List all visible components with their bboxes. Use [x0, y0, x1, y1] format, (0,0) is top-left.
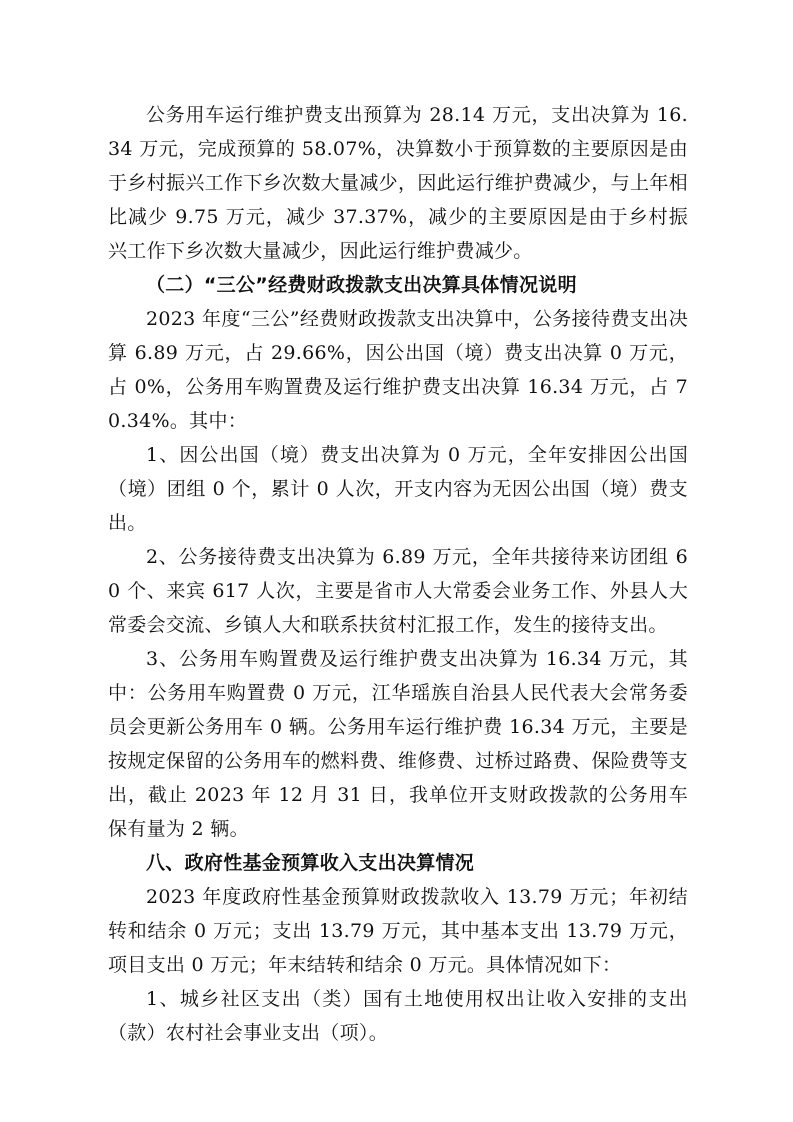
paragraph-official-vehicles: 3、公务用车购置费及运行维护费支出决算为 16.34 万元，其中：公务用车购置费 0 万元，江华瑶族自治县人民代表大会常务委员会更新公务用车 0 辆。公务用车运行维护费 16.34 万元，主要是按规定保留的公务用车的燃料费、维修费、过桥过路费、保险费等支出，截止 2023 年 12 月 31 日，我单位开支财政拨款的公务用车保有量为 2 辆。 [108, 648, 688, 840]
paragraph-vehicle-maintenance: 公务用车运行维护费支出预算为 28.14 万元，支出决算为 16.34 万元，完成预算的 58.07%，决算数小于预算数的主要原因是由于乡村振兴工作下乡次数大量减少，因此运行维护费减少，与上年相比减少 9.75 万元，减少 37.37%，减少的主要原因是由于乡村振兴工作下乡次数大量减少，因此运行维护费减少。 [108, 104, 688, 262]
paragraph-reception: 2、公务接待费支出决算为 6.89 万元，全年共接待来访团组 60 个、来宾 617 人次，主要是省市人大常委会业务工作、外县人大常委会交流、乡镇人大和联系扶贫村汇报工作，发生的接待支出。 [108, 546, 688, 636]
section-heading-government-fund: 八、政府性基金预算收入支出决算情况 [146, 852, 475, 874]
paragraph-three-public-summary: 2023 年度“三公”经费财政拨款支出决算中，公务接待费支出决算 6.89 万元，占 29.66%，因公出国（境）费支出决算 0 万元，占 0%，公务用车购置费及运行维护费支出决算 16.34 万元，占 70.34%。其中： [108, 308, 688, 432]
paragraph-urban-rural-expenditure: 1、城乡社区支出（类）国有土地使用权出让收入安排的支出（款）农村社会事业支出（项）。 [108, 988, 688, 1044]
paragraph-government-fund-summary: 2023 年度政府性基金预算财政拨款收入 13.79 万元；年初结转和结余 0 万元；支出 13.79 万元，其中基本支出 13.79 万元，项目支出 0 万元；年末结转和结余 0 万元。具体情况如下： [108, 886, 688, 976]
paragraph-overseas-travel: 1、因公出国（境）费支出决算为 0 万元，全年安排因公出国（境）团组 0 个，累计 0 人次，开支内容为无因公出国（境）费支出。 [108, 444, 688, 534]
section-heading-three-public: （二）“三公”经费财政拨款支出决算具体情况说明 [146, 274, 577, 296]
document-body [108, 98, 688, 1050]
